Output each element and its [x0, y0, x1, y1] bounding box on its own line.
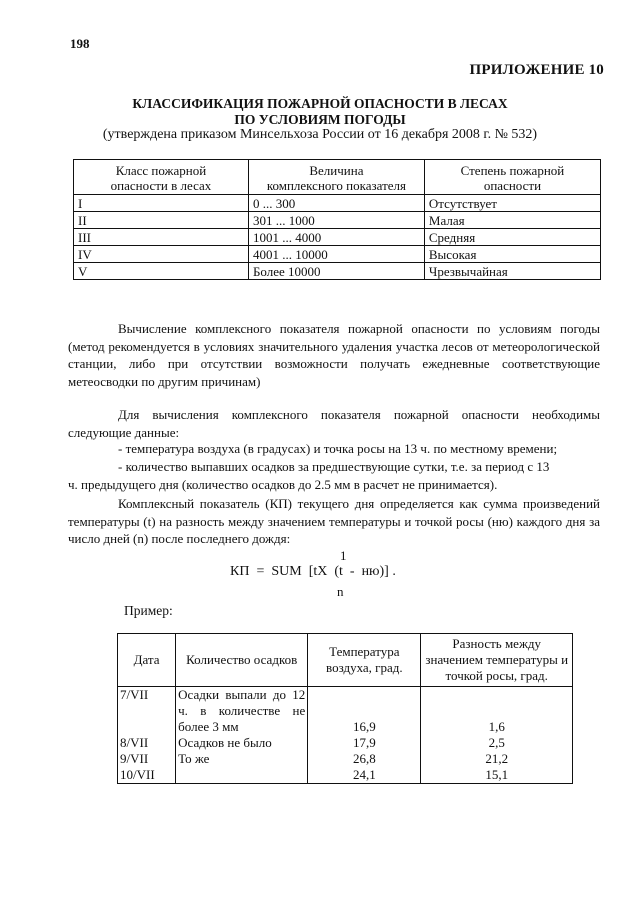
- cell-degree: Малая: [424, 212, 600, 229]
- header-value-line1: Величина: [309, 162, 364, 178]
- paragraph-definition: Комплексный показатель (КП) текущего дня определяется как сумма произведений температуры (t) на разность между значением температуры и точкой росы (ню) каждого дня за число дней (n) после последнего дождя:: [68, 496, 600, 546]
- table-row: [74, 195, 601, 212]
- cell-temperature: 16,9: [308, 687, 421, 736]
- formula-upper-limit: 1: [340, 548, 347, 563]
- title-subtitle: (утверждена приказом Минсельхоза России от 16 декабря 2008 г. № 532): [102, 127, 538, 142]
- header-class-line2: опасности в лесах: [110, 177, 212, 193]
- bullet-temperature: - температура воздуха (в градусах) и точка росы на 13 ч. по местному времени;: [118, 441, 558, 456]
- paragraph-data-needed: Для вычисления комплексного показателя пожарной опасности необходимы следующие данные:: [68, 407, 600, 440]
- table-row: [74, 229, 601, 246]
- cell-class: I: [74, 195, 249, 212]
- bullet-precipitation-cont: ч. предыдущего дня (количество осадков до 2.5 мм в расчет не принимается).: [68, 477, 498, 492]
- cell-difference: 15,1: [421, 767, 573, 784]
- bullet-precipitation: - количество выпавших осадков за предшествующие сутки, т.е. за период с 13: [118, 459, 550, 474]
- fire-class-table: [73, 159, 601, 280]
- header-value: [248, 160, 424, 195]
- header-precipitation: Количество осадков: [176, 634, 308, 687]
- header-degree: [424, 160, 600, 195]
- header-date: Дата: [118, 634, 176, 687]
- table-row: [118, 767, 573, 784]
- cell-value: Более 10000: [248, 263, 424, 280]
- cell-class: IV: [74, 246, 249, 263]
- table-header-row: [118, 634, 573, 687]
- example-label: Пример:: [124, 603, 173, 618]
- cell-degree: Средняя: [424, 229, 600, 246]
- cell-precipitation: Осадки выпали до 12 ч. в количестве не более 3 мм: [176, 687, 308, 736]
- table-row: [118, 687, 573, 736]
- cell-precipitation: Осадков не было: [176, 735, 308, 751]
- cell-date: 9/VII: [118, 751, 176, 767]
- cell-class: III: [74, 229, 249, 246]
- header-class-line1: Класс пожарной: [115, 162, 207, 178]
- page-number: 198: [70, 36, 90, 51]
- cell-difference: 2,5: [421, 735, 573, 751]
- header-value-line2: комплексного показателя: [266, 177, 406, 193]
- example-table: [117, 633, 573, 784]
- header-temperature: Температура воздуха, град.: [308, 634, 421, 687]
- cell-degree: Высокая: [424, 246, 600, 263]
- table-row: [118, 751, 573, 767]
- title-line-1: КЛАССИФИКАЦИЯ ПОЖАРНОЙ ОПАСНОСТИ В ЛЕСАХ: [132, 96, 508, 111]
- cell-class: V: [74, 263, 249, 280]
- header-difference: Разность между значением температуры и точкой росы, град.: [421, 634, 573, 687]
- table-header-row: [74, 160, 601, 195]
- cell-date: 7/VII: [118, 687, 176, 736]
- cell-precipitation: То же: [176, 751, 308, 767]
- cell-value: 1001 ... 4000: [248, 229, 424, 246]
- table-row: [118, 735, 573, 751]
- table-row: [74, 246, 601, 263]
- appendix-label: ПРИЛОЖЕНИЕ 10: [469, 62, 604, 78]
- cell-temperature: 26,8: [308, 751, 421, 767]
- cell-value: 0 ... 300: [248, 195, 424, 212]
- cell-value: 4001 ... 10000: [248, 246, 424, 263]
- cell-degree: Чрезвычайная: [424, 263, 600, 280]
- header-degree-line2: опасности: [483, 177, 542, 193]
- cell-date: 10/VII: [118, 767, 176, 784]
- cell-value: 301 ... 1000: [248, 212, 424, 229]
- cell-difference: 21,2: [421, 751, 573, 767]
- cell-date: 8/VII: [118, 735, 176, 751]
- table-row: [74, 263, 601, 280]
- cell-difference: 1,6: [421, 687, 573, 736]
- paragraph-method: Вычисление комплексного показателя пожарной опасности по условиям погоды (метод рекомендуется в условиях значительного удаления участка лесов от метеорологической станции, либо при отсутствии возможности получать ежедневные соответствующие метеосводки по другим причинам): [68, 321, 600, 389]
- cell-degree: Отсутствует: [424, 195, 600, 212]
- cell-precipitation: [176, 767, 308, 784]
- title-line-2: ПО УСЛОВИЯМ ПОГОДЫ: [234, 112, 406, 127]
- formula: КП = SUM [tX (t - ню)] .: [230, 564, 396, 579]
- table-row: [74, 212, 601, 229]
- cell-class: II: [74, 212, 249, 229]
- header-class: [74, 160, 249, 195]
- header-degree-line1: Степень пожарной: [460, 162, 565, 178]
- cell-temperature: 24,1: [308, 767, 421, 784]
- cell-temperature: 17,9: [308, 735, 421, 751]
- formula-lower-limit: n: [337, 584, 344, 599]
